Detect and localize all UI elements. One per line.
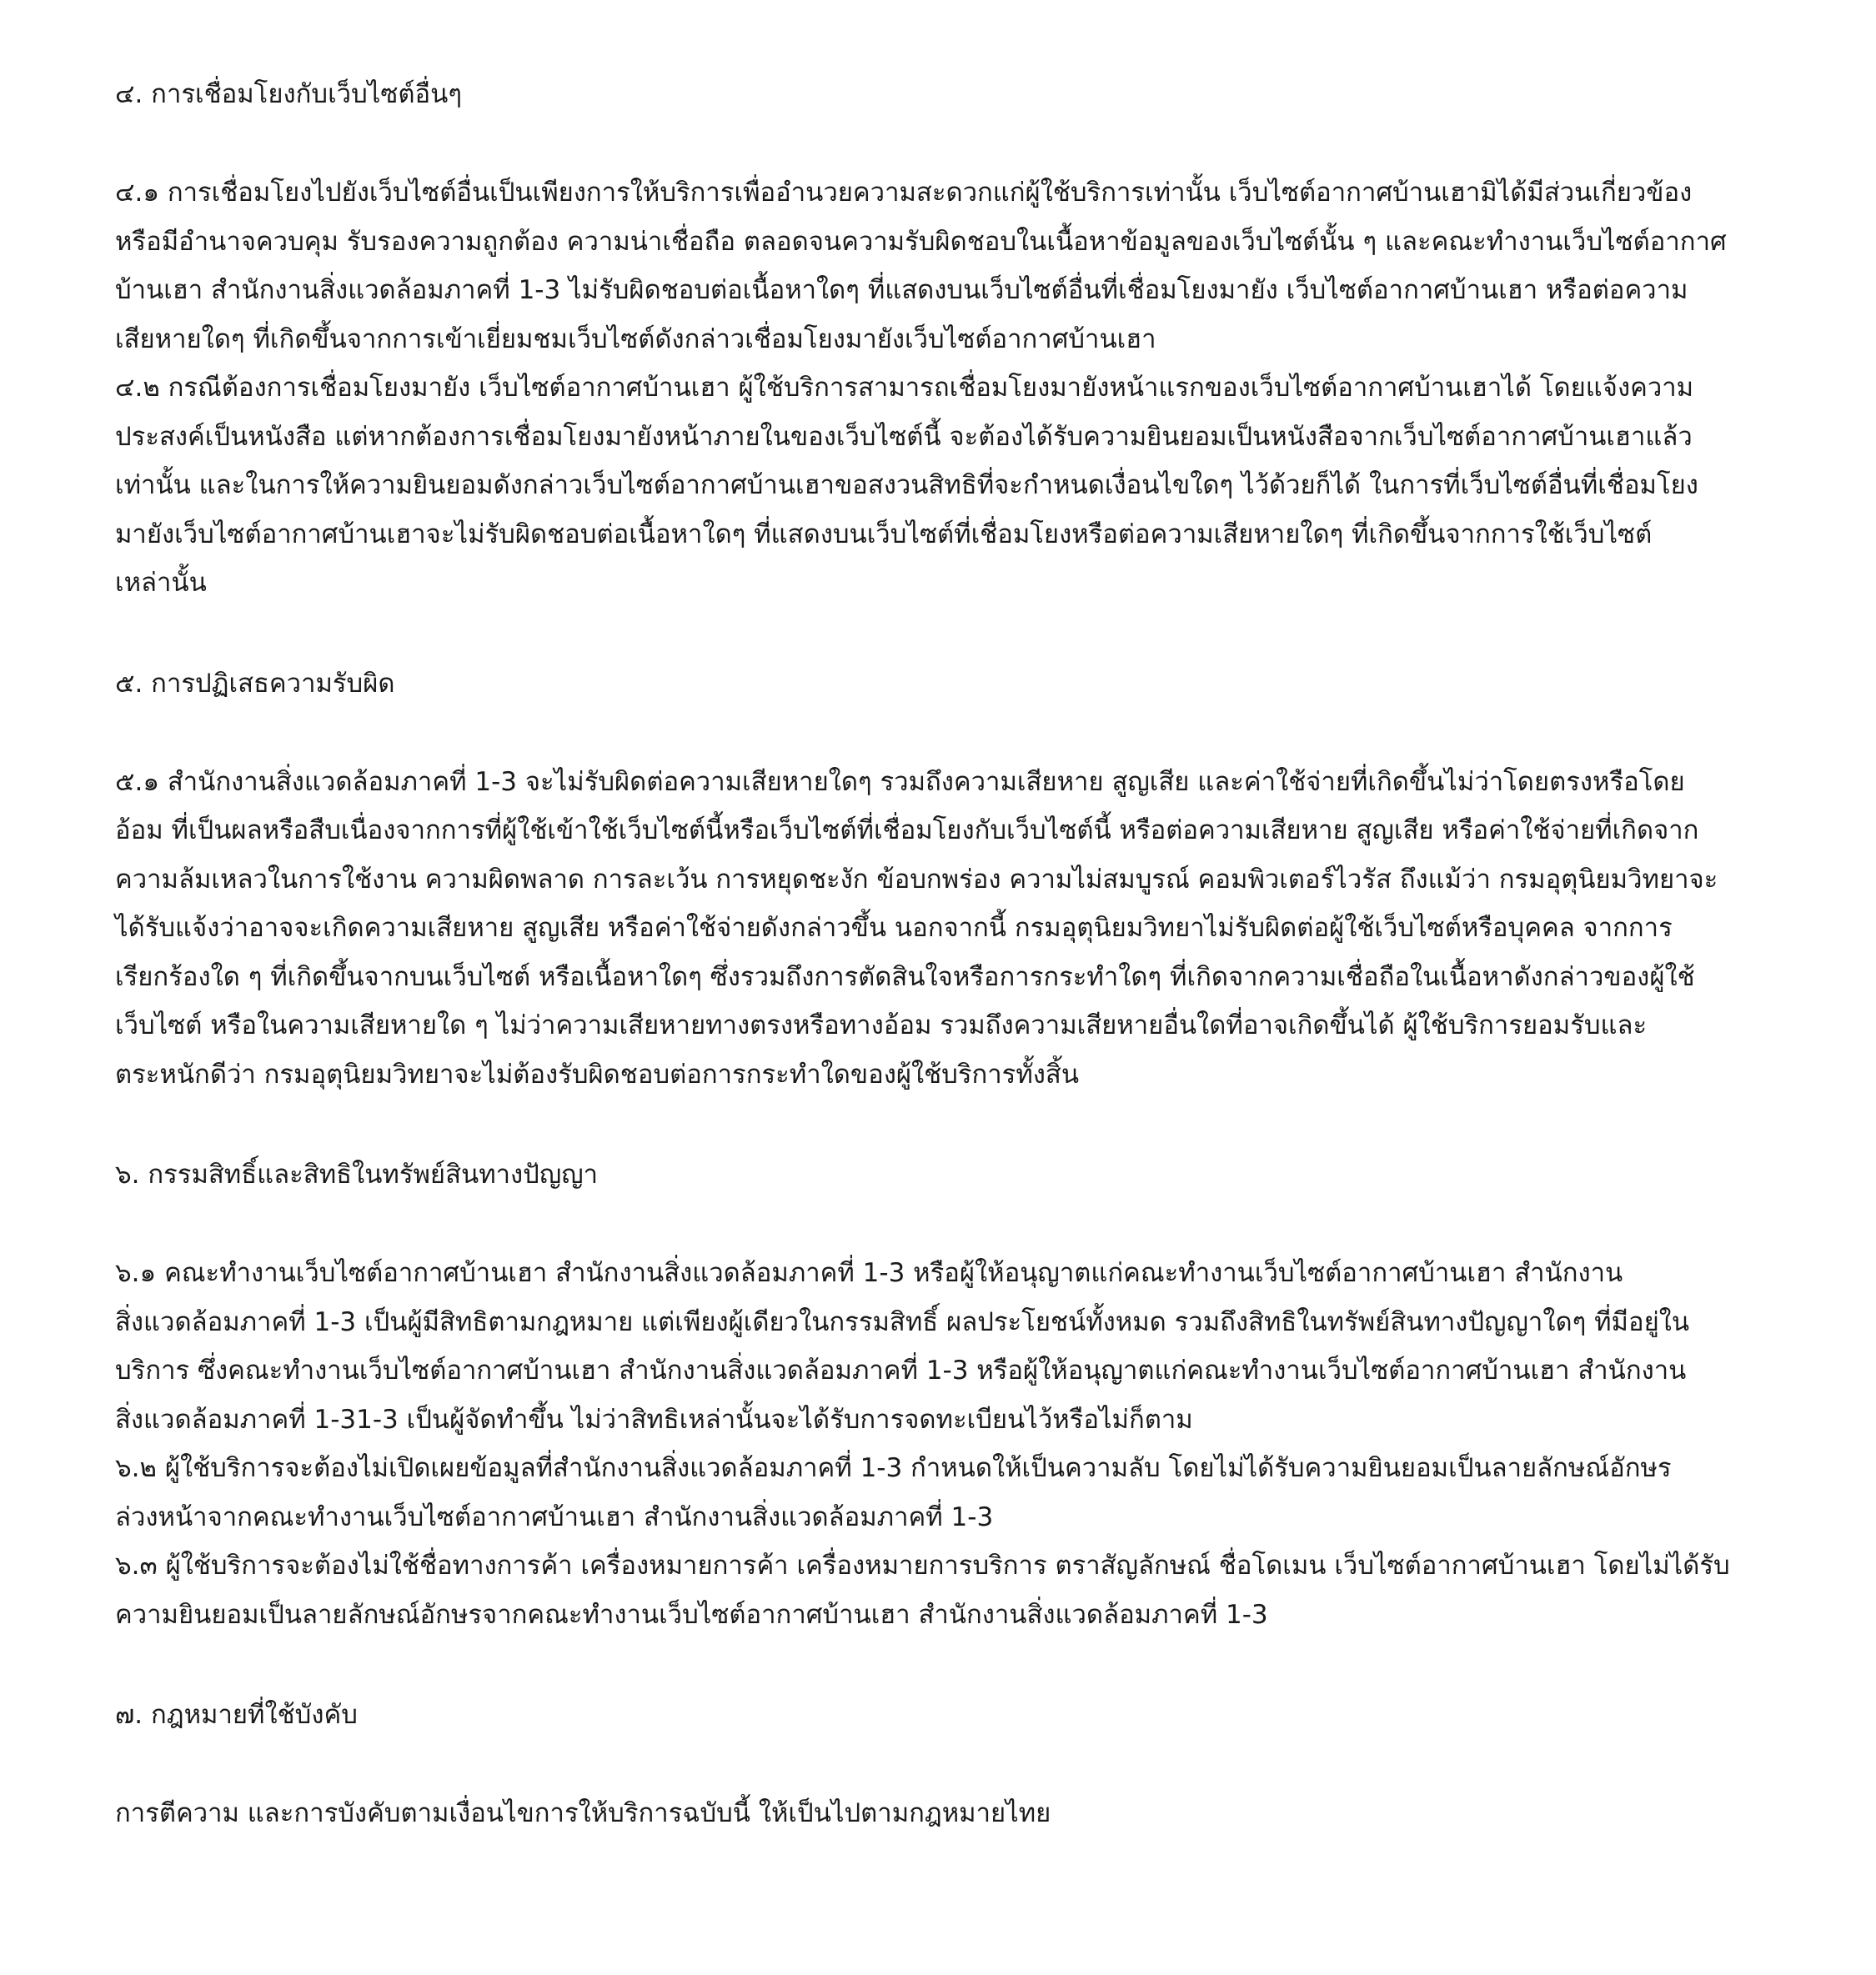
paragraph-line: ตระหนักดีว่า กรมอุตุนิยมวิทยาจะไม่ต้องรับผิดชอบต่อการกระทำใดของผู้ใช้บริการทั้งสิ้น (115, 1059, 1080, 1090)
paragraph-6-1 (115, 1249, 1774, 1444)
paragraph-line: เรียกร้องใด ๆ ที่เกิดขึ้นจากบนเว็บไซต์ หรือเนื้อหาใดๆ ซึ่งรวมถึงการตัดสินใจหรือการกระทำใดๆ ที่เกิดจากความเชื่อถือในเนื้อหาดังกล่าวของผู้ใช้ (115, 961, 1695, 992)
paragraph-line: บ้านเฮา สำนักงานสิ่งแวดล้อมภาคที่ 1-3 ไม่รับผิดชอบต่อเนื้อหาใดๆ ที่แสดงบนเว็บไซต์อื่นที่เชื่อมโยงมายัง เว็บไซต์อากาศบ้านเฮา หรือต่อความ (115, 275, 1688, 305)
paragraph-line: ๖.๑ คณะทำงานเว็บไซต์อากาศบ้านเฮา สำนักงานสิ่งแวดล้อมภาคที่ 1-3 หรือผู้ให้อนุญาตแก่คณะทำงานเว็บไซต์อากาศบ้านเฮา สำนักงาน (115, 1258, 1623, 1288)
paragraph-line: ๖.๒ ผู้ใช้บริการจะต้องไม่เปิดเผยข้อมูลที่สำนักงานสิ่งแวดล้อมภาคที่ 1-3 กำหนดให้เป็นความลับ โดยไม่ได้รับความยินยอมเป็นลายลักษณ์อักษร (115, 1453, 1672, 1483)
paragraph-line: เว็บไซต์ หรือในความเสียหายใด ๆ ไม่ว่าความเสียหายทางตรงหรือทางอ้อม รวมถึงความเสียหายอื่นใดที่อาจเกิดขึ้นได้ ผู้ใช้บริการยอมรับและ (115, 1010, 1648, 1040)
paragraph-line: มายังเว็บไซต์อากาศบ้านเฮาจะไม่รับผิดชอบต่อเนื้อหาใดๆ ที่แสดงบนเว็บไซต์ที่เชื่อมโยงหรือต่อความเสียหายใดๆ ที่เกิดขึ้นจากการใช้เว็บไซต์ (115, 519, 1653, 549)
paragraph-line: ๔.๑ การเชื่อมโยงไปยังเว็บไซต์อื่นเป็นเพียงการให้บริการเพื่ออำนวยความสะดวกแก่ผู้ใช้บริการเท่านั้น เว็บไซต์อากาศบ้านเฮามิได้มีส่วนเกี่ยวข้อง (115, 178, 1693, 208)
paragraph-line: ประสงค์เป็นหนังสือ แต่หากต้องการเชื่อมโยงมายังหน้าภายในของเว็บไซต์นี้ จะต้องได้รับความยินยอมเป็นหนังสือจากเว็บไซต์อากาศบ้านเฮาแล้ว (115, 421, 1693, 452)
section-heading: ๕. การปฏิเสธความรับผิด (115, 668, 395, 699)
paragraph-line: เสียหายใดๆ ที่เกิดขึ้นจากการเข้าเยี่ยมชมเว็บไซต์ดังกล่าวเชื่อมโยงมายังเว็บไซต์อากาศบ้านเฮา (115, 323, 1156, 354)
paragraph-7 (115, 1789, 1774, 1838)
paragraph-line: เท่านั้น และในการให้ความยินยอมดังกล่าวเว็บไซต์อากาศบ้านเฮาขอสงวนสิทธิที่จะกำหนดเงื่อนไขใดๆ ไว้ด้วยก็ได้ ในการที่เว็บไซต์อื่นที่เชื่อมโยง (115, 470, 1698, 500)
section-heading: ๔. การเชื่อมโยงกับเว็บไซต์อื่นๆ (115, 79, 462, 109)
paragraph-line: ได้รับแจ้งว่าอาจจะเกิดความเสียหาย สูญเสีย หรือค่าใช้จ่ายดังกล่าวขึ้น นอกจากนี้ กรมอุตุนิยมวิทยาไม่รับผิดต่อผู้ใช้เว็บไซต์หรือบุคคล จากการ (115, 913, 1673, 943)
paragraph-line: ๕.๑ สำนักงานสิ่งแวดล้อมภาคที่ 1-3 จะไม่รับผิดต่อความเสียหายใดๆ รวมถึงความเสียหาย สูญเสีย และค่าใช้จ่ายที่เกิดขึ้นไม่ว่าโดยตรงหรือโดย (115, 766, 1685, 797)
paragraph-line: ล่วงหน้าจากคณะทำงานเว็บไซต์อากาศบ้านเฮา สำนักงานสิ่งแวดล้อมภาคที่ 1-3 (115, 1501, 994, 1532)
paragraph-line: สิ่งแวดล้อมภาคที่ 1-3 เป็นผู้มีสิทธิตามกฎหมาย แต่เพียงผู้เดียวในกรรมสิทธิ์ ผลประโยชน์ทั้งหมด รวมถึงสิทธิในทรัพย์สินทางปัญญาใดๆ ที่มีอยู่ใน (115, 1306, 1690, 1337)
section-5 (115, 659, 1774, 1100)
paragraph-5-1 (115, 758, 1774, 1100)
paragraph-line: สิ่งแวดล้อมภาคที่ 1-31-3 เป็นผู้จัดทำขึ้น ไม่ว่าสิทธิเหล่านั้นจะได้รับการจดทะเบียนไว้หรือไม่ก็ตาม (115, 1404, 1193, 1435)
paragraph-6-3 (115, 1541, 1774, 1639)
paragraph-6-2 (115, 1444, 1774, 1541)
paragraph-line: บริการ ซึ่งคณะทำงานเว็บไซต์อากาศบ้านเฮา สำนักงานสิ่งแวดล้อมภาคที่ 1-3 หรือผู้ให้อนุญาตแก่คณะทำงานเว็บไซต์อากาศบ้านเฮา สำนักงาน (115, 1356, 1687, 1386)
paragraph-line: ความล้มเหลวในการใช้งาน ความผิดพลาด การละเว้น การหยุดชะงัก ข้อบกพร่อง ความไม่สมบูรณ์ คอมพิวเตอร์ไวรัส ถึงแม้ว่า กรมอุตุนิยมวิทยาจะ (115, 864, 1718, 895)
paragraph-line: เหล่านั้น (115, 568, 207, 598)
paragraph-line: ๔.๒ กรณีต้องการเชื่อมโยงมายัง เว็บไซต์อากาศบ้านเฮา ผู้ใช้บริการสามารถเชื่อมโยงมายังหน้าแรกของเว็บไซต์อากาศบ้านเฮาได้ โดยแจ้งความ (115, 373, 1694, 403)
section-heading: ๗. กฎหมายที่ใช้บังคับ (115, 1700, 358, 1730)
paragraph-line: ๖.๓ ผู้ใช้บริการจะต้องไม่ใช้ชื่อทางการค้า เครื่องหมายการค้า เครื่องหมายการบริการ ตราสัญลักษณ์ ชื่อโดเมน เว็บไซต์อากาศบ้านเฮา โดยไม่ได้รับ (115, 1551, 1730, 1581)
section-heading: ๖. กรรมสิทธิ์และสิทธิในทรัพย์สินทางปัญญา (115, 1160, 599, 1190)
section-4 (115, 70, 1774, 608)
document-body (115, 70, 1774, 1838)
paragraph-line: อ้อม ที่เป็นผลหรือสืบเนื่องจากการที่ผู้ใช้เข้าใช้เว็บไซต์นี้หรือเว็บไซต์ที่เชื่อมโยงกับเว็บไซต์นี้ หรือต่อความเสียหาย สูญเสีย หรือค่าใช้จ่ายที่เกิดจาก (115, 815, 1699, 845)
paragraph-line: การตีความ และการบังคับตามเงื่อนไขการให้บริการฉบับนี้ ให้เป็นไปตามกฎหมายไทย (115, 1798, 1051, 1828)
paragraph-line: หรือมีอำนาจควบคุม รับรองความถูกต้อง ความน่าเชื่อถือ ตลอดจนความรับผิดชอบในเนื้อหาข้อมูลของเว็บไซต์นั้น ๆ และคณะทำงานเว็บไซต์อากาศ (115, 226, 1727, 257)
paragraph-line: ความยินยอมเป็นลายลักษณ์อักษรจากคณะทำงานเว็บไซต์อากาศบ้านเฮา สำนักงานสิ่งแวดล้อมภาคที่ 1-3 (115, 1599, 1268, 1630)
section-7 (115, 1691, 1774, 1838)
paragraph-4-1 (115, 168, 1774, 363)
paragraph-4-2 (115, 363, 1774, 608)
section-6 (115, 1150, 1774, 1639)
